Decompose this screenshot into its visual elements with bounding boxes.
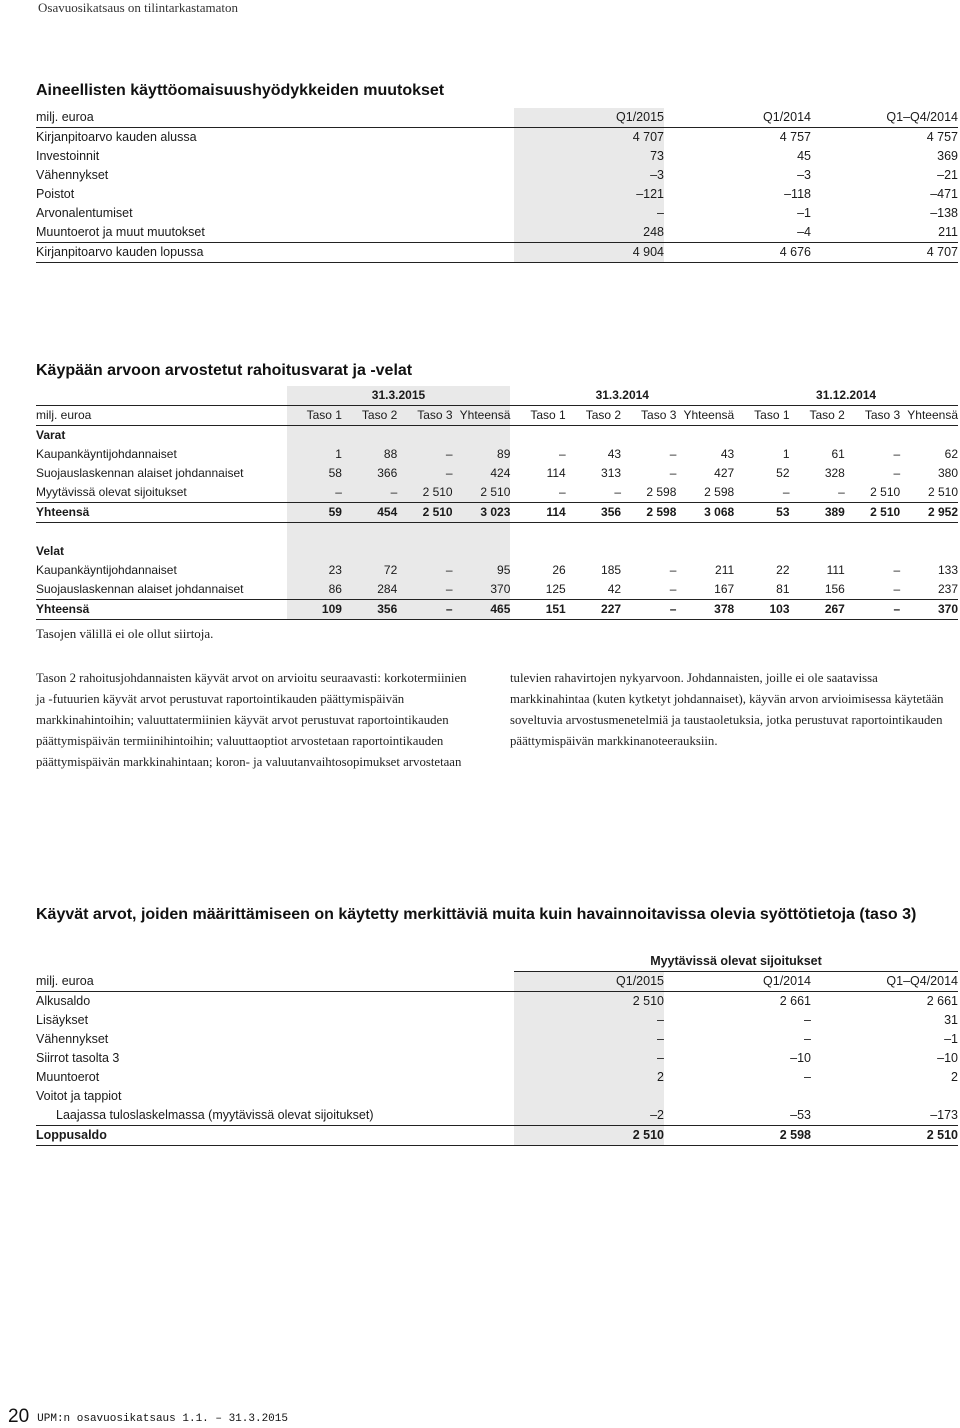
table-total-row: [36, 1126, 958, 1146]
cell: –: [621, 600, 676, 620]
cell: 89: [453, 445, 511, 464]
cell: 88: [342, 445, 397, 464]
column-header: Q1–Q4/2014: [811, 972, 958, 992]
period-header: 31.3.2015: [287, 386, 511, 406]
cell: 328: [824, 466, 845, 480]
unit-label: milj. euroa: [36, 108, 514, 128]
row-label: Loppusaldo: [36, 1126, 514, 1146]
table-row: [36, 561, 958, 580]
cell: 2 510: [845, 483, 900, 503]
cell: 378: [676, 600, 734, 620]
cell: –: [804, 1070, 811, 1084]
cell: 2: [951, 1070, 958, 1084]
cell: 356: [342, 600, 397, 620]
table-row: [36, 464, 958, 483]
cell: –21: [937, 168, 958, 182]
column-header: Taso 2: [566, 406, 621, 426]
table-total-row: [36, 503, 958, 523]
cell: [664, 1087, 811, 1106]
table-row: [36, 483, 958, 503]
cell: 72: [342, 561, 397, 580]
column-header: Taso 1: [734, 406, 789, 426]
cell: 53: [734, 503, 789, 523]
section-heading: Velat: [36, 544, 65, 558]
cell: 237: [900, 580, 958, 600]
fair-value-table: [36, 386, 958, 620]
cell: 151: [510, 600, 565, 620]
cell: –471: [930, 187, 958, 201]
cell: 366: [342, 464, 397, 483]
column-header: Taso 3: [397, 406, 452, 426]
cell: 2 598: [664, 1126, 811, 1146]
spacer-row: [36, 523, 958, 543]
row-label: Lisäykset: [36, 1013, 89, 1027]
cell: 2 510: [845, 503, 900, 523]
cell: 465: [453, 600, 511, 620]
cell: 111: [826, 563, 845, 577]
cell: 2 661: [779, 994, 811, 1008]
row-label: Kaupankäyntijohdannaiset: [36, 563, 177, 577]
cell: 267: [790, 600, 845, 620]
cell: –: [669, 563, 677, 577]
cell: –: [514, 1011, 664, 1030]
cell: 95: [453, 561, 511, 580]
cell: –: [893, 563, 901, 577]
cell: 23: [287, 561, 342, 580]
level3-table: [36, 952, 958, 1146]
table-row: [36, 1087, 958, 1106]
row-label: Investoinnit: [36, 149, 100, 163]
cell: 86: [287, 580, 342, 600]
body-text-left: Tason 2 rahoitusjohdannaisten käyvät arvot on arvioitu seuraavasti: korkotermiinien ja -futuurien käyvät arvot perustuvat raportointikauden päättymispäivän markkinahintoihin; valuuttatermiinien käyvät arvot perustuvat raportointikauden päättymispäivän termiinihintoihin; valuuttaoptiot arvostetaan raportointikauden päättymispäivän markkinahintaan; koron- ja valuutanvaihtosopimukset arvostetaan: [36, 671, 467, 769]
cell: –1: [797, 206, 811, 220]
fixed-assets-title: Aineellisten käyttöomaisuushyödykkeiden muutokset: [36, 82, 445, 99]
cell: –1: [944, 1032, 958, 1046]
table-row: [36, 147, 958, 166]
row-label: Kaupankäyntijohdannaiset: [36, 447, 177, 461]
period-header: 31.3.2014: [510, 386, 734, 406]
table-row: [36, 992, 958, 1012]
cell: 3 023: [453, 503, 511, 523]
cell: –: [559, 447, 566, 461]
page-footer: [8, 1406, 288, 1428]
cell: 4 757: [926, 130, 958, 144]
cell: 370: [900, 600, 958, 620]
column-header: Taso 2: [790, 406, 845, 426]
cell: –: [790, 483, 845, 503]
section-heading-row: [36, 426, 958, 446]
cell: –: [514, 1049, 664, 1068]
cell: –: [510, 483, 565, 503]
fair-value-title: Käypään arvoon arvostetut rahoitusvarat ja -velat: [36, 362, 413, 379]
table-row: [36, 1011, 958, 1030]
cell: –: [669, 447, 677, 461]
cell: 2 598: [676, 483, 734, 503]
cell: 2 510: [900, 483, 958, 503]
cell: 43: [607, 447, 622, 461]
table-row: [36, 223, 958, 243]
cell: –: [397, 464, 452, 483]
cell: –173: [811, 1106, 958, 1126]
cell: 2 510: [397, 483, 452, 503]
cell: 2 661: [926, 994, 958, 1008]
cell: 109: [287, 600, 342, 620]
cell: –: [893, 447, 901, 461]
cell: 313: [601, 466, 622, 480]
cell: –: [734, 483, 789, 503]
cell: 248: [514, 223, 664, 243]
cell: –: [514, 204, 664, 223]
cell: 31: [944, 1013, 958, 1027]
cell: 26: [552, 563, 566, 577]
cell: –3: [797, 168, 811, 182]
row-label: Yhteensä: [36, 503, 287, 523]
row-label: Vähennykset: [36, 168, 109, 182]
section-heading-row: [36, 542, 958, 561]
row-label: Alkusaldo: [36, 994, 91, 1008]
cell: 81: [734, 580, 789, 600]
table-row: [36, 1030, 958, 1049]
group-header: Myytävissä olevat sijoitukset: [514, 952, 958, 972]
cell: 370: [453, 580, 511, 600]
cell: 454: [342, 503, 397, 523]
cell: 1: [287, 445, 342, 464]
level3-title: Käyvät arvot, joiden määrittämiseen on käytetty merkittäviä muita kuin havainnoitavissa olevia syöttötietoja (taso 3): [36, 906, 917, 923]
column-header: Q1/2014: [664, 108, 811, 128]
cell: 211: [715, 563, 735, 577]
cell: 227: [566, 600, 621, 620]
cell: 185: [601, 563, 622, 577]
column-header: Yhteensä: [453, 406, 511, 426]
cell: 4 707: [811, 243, 958, 263]
cell: –: [621, 580, 676, 600]
cell: –: [845, 600, 900, 620]
page-number: 20: [8, 1406, 30, 1427]
table-header-row: [36, 972, 958, 992]
cell: –10: [937, 1051, 958, 1065]
row-label: Laajassa tuloslaskelmassa (myytävissä olevat sijoitukset): [36, 1106, 514, 1126]
cell: –: [893, 466, 901, 480]
cell: 22: [776, 563, 790, 577]
cell: 4 904: [514, 243, 664, 263]
cell: 114: [510, 503, 565, 523]
cell: 167: [676, 580, 734, 600]
column-header: Q1/2015: [514, 108, 664, 128]
table-row: [36, 166, 958, 185]
row-label: Kirjanpitoarvo kauden alussa: [36, 130, 197, 144]
cell: 2 510: [514, 1126, 664, 1146]
column-header: Q1/2014: [664, 972, 811, 992]
section-heading: Varat: [36, 428, 66, 442]
cell: 2: [514, 1068, 664, 1087]
unit-label: milj. euroa: [36, 406, 287, 426]
row-label: Siirrot tasolta 3: [36, 1051, 120, 1065]
row-label: Muuntoerot: [36, 1070, 100, 1084]
fixed-assets-table: [36, 108, 958, 263]
cell: 4 707: [514, 128, 664, 148]
cell: 356: [566, 503, 621, 523]
cell: 73: [514, 147, 664, 166]
table-row: [36, 1106, 958, 1126]
cell: [811, 1087, 958, 1106]
subcolumn-header-row: [36, 406, 958, 426]
cell: 114: [546, 466, 566, 480]
row-label: Myytävissä olevat sijoitukset: [36, 483, 287, 503]
cell: 2 510: [811, 1126, 958, 1146]
cell: –10: [790, 1051, 811, 1065]
cell: 211: [811, 223, 958, 243]
cell: 59: [287, 503, 342, 523]
cell: 427: [714, 466, 735, 480]
cell: –: [342, 483, 397, 503]
cell: 45: [797, 149, 811, 163]
row-label: Muuntoerot ja muut muutokset: [36, 223, 514, 243]
row-label: Voitot ja tappiot: [36, 1089, 122, 1103]
cell: 424: [453, 464, 511, 483]
column-header: Taso 1: [510, 406, 565, 426]
table-row: [36, 128, 958, 148]
cell: 4 757: [779, 130, 811, 144]
cell: 43: [720, 447, 735, 461]
row-label: Suojauslaskennan alaiset johdannaiset: [36, 580, 287, 600]
cell: 2 598: [621, 483, 676, 503]
cell: 1: [782, 447, 790, 461]
cell: –: [397, 445, 452, 464]
cell: –4: [664, 223, 811, 243]
cell: 2 510: [514, 992, 664, 1012]
period-header-row: [36, 386, 958, 406]
cell: –: [845, 580, 900, 600]
cell: –121: [514, 185, 664, 204]
cell: –2: [514, 1106, 664, 1126]
cell: –: [804, 1013, 811, 1027]
row-label: Yhteensä: [36, 600, 287, 620]
cell: –53: [664, 1106, 811, 1126]
column-header: Yhteensä: [900, 406, 958, 426]
cell: –3: [514, 166, 664, 185]
column-header: Q1/2015: [514, 972, 664, 992]
cell: 58: [287, 464, 342, 483]
cell: 42: [566, 580, 621, 600]
cell: 284: [342, 580, 397, 600]
row-label: Poistot: [36, 187, 75, 201]
cell: –: [397, 580, 452, 600]
cell: –: [514, 1030, 664, 1049]
table-row: [36, 185, 958, 204]
cell: –: [566, 483, 621, 503]
footer-text: UPM:n osavuosikatsaus 1.1. – 31.3.2015: [37, 1413, 288, 1425]
row-label: Arvonalentumiset: [36, 206, 133, 220]
column-header: Yhteensä: [676, 406, 734, 426]
cell: 2 598: [621, 503, 676, 523]
running-header: Osavuosikatsaus on tilintarkastamaton: [38, 0, 239, 15]
cell: 156: [790, 580, 845, 600]
cell: 52: [776, 466, 790, 480]
cell: 2 510: [453, 483, 511, 503]
cell: –: [397, 561, 452, 580]
cell: –118: [784, 187, 811, 201]
table-total-row: [36, 600, 958, 620]
period-header: 31.12.2014: [734, 386, 958, 406]
row-label: Vähennykset: [36, 1032, 109, 1046]
cell: –: [287, 483, 342, 503]
group-header-row: [36, 952, 958, 972]
cell: 62: [944, 447, 958, 461]
cell: 125: [510, 580, 565, 600]
table-total-row: [36, 243, 958, 263]
column-header: Taso 3: [845, 406, 900, 426]
table-row: [36, 445, 958, 464]
cell: 389: [790, 503, 845, 523]
cell: 380: [937, 466, 958, 480]
cell: 3 068: [676, 503, 734, 523]
column-header: Taso 2: [342, 406, 397, 426]
cell: –: [804, 1032, 811, 1046]
transfer-note: Tasojen välillä ei ole ollut siirtoja.: [36, 626, 214, 641]
column-header: Taso 3: [621, 406, 676, 426]
body-text-right: tulevien rahavirtojen nykyarvoon. Johdannaisten, joille ei ole saatavissa markkinahintaa (kuten kytketyt johdannaiset), käyvän arvon arvioimisessa käytetään soveltuvia arvostusmenetelmiä ja taustaoletuksia, jotka perustuvat raportointikauden päättymispäivän markkinanoteerauksiin.: [510, 671, 944, 748]
table-row: [36, 580, 958, 600]
cell: 4 676: [664, 243, 811, 263]
cell: 103: [734, 600, 789, 620]
cell: 369: [937, 149, 958, 163]
row-label: Suojauslaskennan alaiset johdannaiset: [36, 466, 244, 480]
table-row: [36, 1068, 958, 1087]
cell: –: [397, 600, 452, 620]
cell: 61: [831, 447, 845, 461]
cell: –: [669, 466, 677, 480]
row-label: Kirjanpitoarvo kauden lopussa: [36, 243, 514, 263]
cell: [514, 1087, 664, 1106]
unit-label: milj. euroa: [36, 972, 514, 992]
table-header-row: [36, 108, 958, 128]
column-header: Taso 1: [287, 406, 342, 426]
column-header: Q1–Q4/2014: [811, 108, 958, 128]
cell: 2 952: [900, 503, 958, 523]
table-row: [36, 1049, 958, 1068]
table-row: [36, 204, 958, 223]
cell: 133: [937, 563, 958, 577]
cell: –138: [930, 206, 958, 220]
cell: 2 510: [397, 503, 452, 523]
